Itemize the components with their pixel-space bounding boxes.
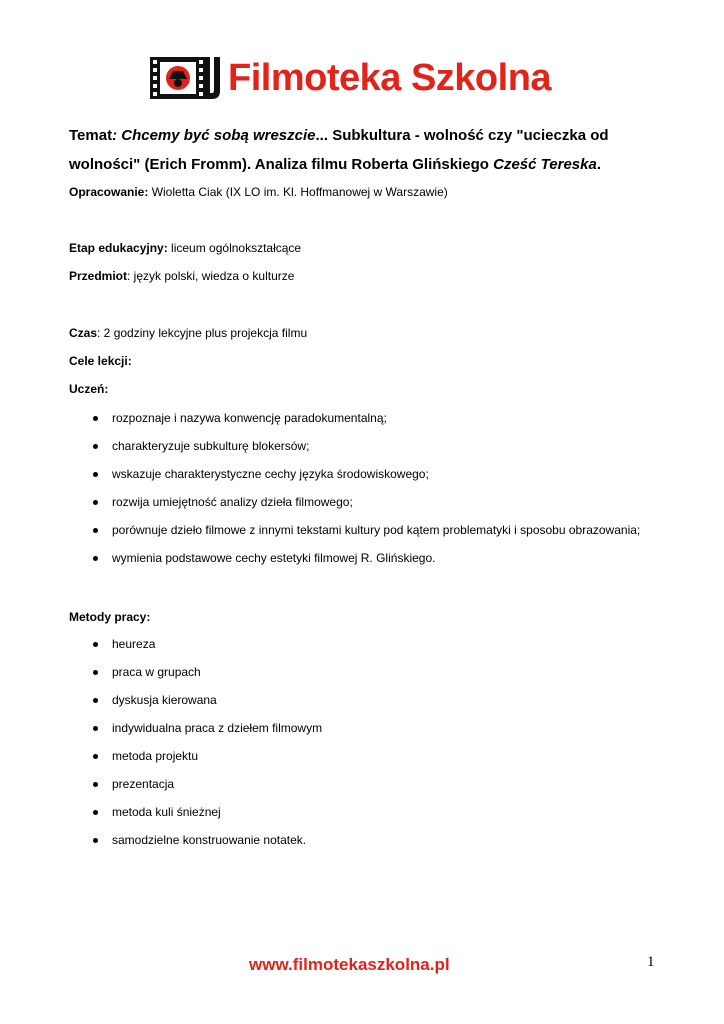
bullet-icon [93, 726, 98, 731]
bullet-icon [93, 838, 98, 843]
film-strip-camera-icon [150, 53, 226, 103]
goal-item: rozpoznaje i nazywa konwencję paradokumentalną; [93, 410, 640, 426]
author-value: Wioletta Ciak (IX LO im. Kl. Hoffmanowej w Warszawie) [148, 185, 448, 199]
filmoteka-logo [150, 50, 576, 106]
method-item: samodzielne konstruowanie notatek. [93, 832, 322, 848]
author-line [69, 184, 448, 200]
title-ellipsis: ... [315, 127, 329, 144]
goals-list [93, 410, 640, 566]
bullet-icon [93, 670, 98, 675]
goals-heading: Cele lekcji: [69, 354, 132, 368]
bullet-icon [93, 782, 98, 787]
lesson-title [69, 121, 669, 179]
method-item: dyskusja kierowana [93, 692, 322, 708]
author-label: Opracowanie: [69, 185, 149, 199]
bullet-icon [93, 500, 98, 505]
methods-heading: Metody pracy: [69, 610, 151, 624]
time-line [69, 325, 307, 341]
bullet-icon [93, 416, 98, 421]
goal-item: wskazuje charakterystyczne cechy języka środowiskowego; [93, 466, 640, 482]
bullet-icon [93, 444, 98, 449]
title-end: . [596, 156, 601, 173]
method-item: metoda kuli śnieżnej [93, 804, 322, 820]
subject-value: : język polski, wiedza o kulturze [127, 269, 295, 283]
goal-item: wymienia podstawowe cechy estetyki filmowej R. Glińskiego. [93, 550, 640, 566]
stage-line [69, 240, 301, 256]
bullet-icon [93, 698, 98, 703]
method-item: metoda projektu [93, 748, 322, 764]
time-value: : 2 godziny lekcyjne plus projekcja filmu [97, 326, 308, 340]
methods-list [93, 636, 322, 848]
subject-line [69, 268, 294, 284]
method-item: indywidualna praca z dziełem filmowym [93, 720, 322, 736]
title-prefix: Temat [69, 127, 113, 144]
method-item: prezentacja [93, 776, 322, 792]
footer-url-link[interactable]: www.filmotekaszkolna.pl [249, 955, 450, 974]
page-number: 1 [647, 954, 655, 970]
bullet-icon [93, 810, 98, 815]
title-rest: Subkultura - wolność czy "ucieczka od wolności" (Erich Fromm). Analiza filmu Roberta Glińskiego [69, 127, 609, 173]
goal-item: porównuje dzieło filmowe z innymi tekstami kultury pod kątem problematyki i sposobu obrazowania; [93, 522, 640, 538]
method-item: heureza [93, 636, 322, 652]
stage-label: Etap edukacyjny: [69, 241, 168, 255]
bullet-icon [93, 642, 98, 647]
time-label: Czas [69, 326, 98, 340]
bullet-icon [93, 556, 98, 561]
student-heading: Uczeń: [69, 382, 109, 396]
title-film: Cześć Tereska [493, 156, 597, 173]
goal-item: charakteryzuje subkulturę blokersów; [93, 438, 640, 454]
subject-label: Przedmiot [69, 269, 128, 283]
method-item: praca w grupach [93, 664, 322, 680]
logo-text: Filmoteka Szkolna [228, 57, 552, 99]
bullet-icon [93, 472, 98, 477]
stage-value: liceum ogólnokształcące [167, 241, 302, 255]
goal-item: rozwija umiejętność analizy dzieła filmowego; [93, 494, 640, 510]
bullet-icon [93, 528, 98, 533]
title-topic: : Chcemy być sobą wreszcie [112, 127, 316, 144]
bullet-icon [93, 754, 98, 759]
